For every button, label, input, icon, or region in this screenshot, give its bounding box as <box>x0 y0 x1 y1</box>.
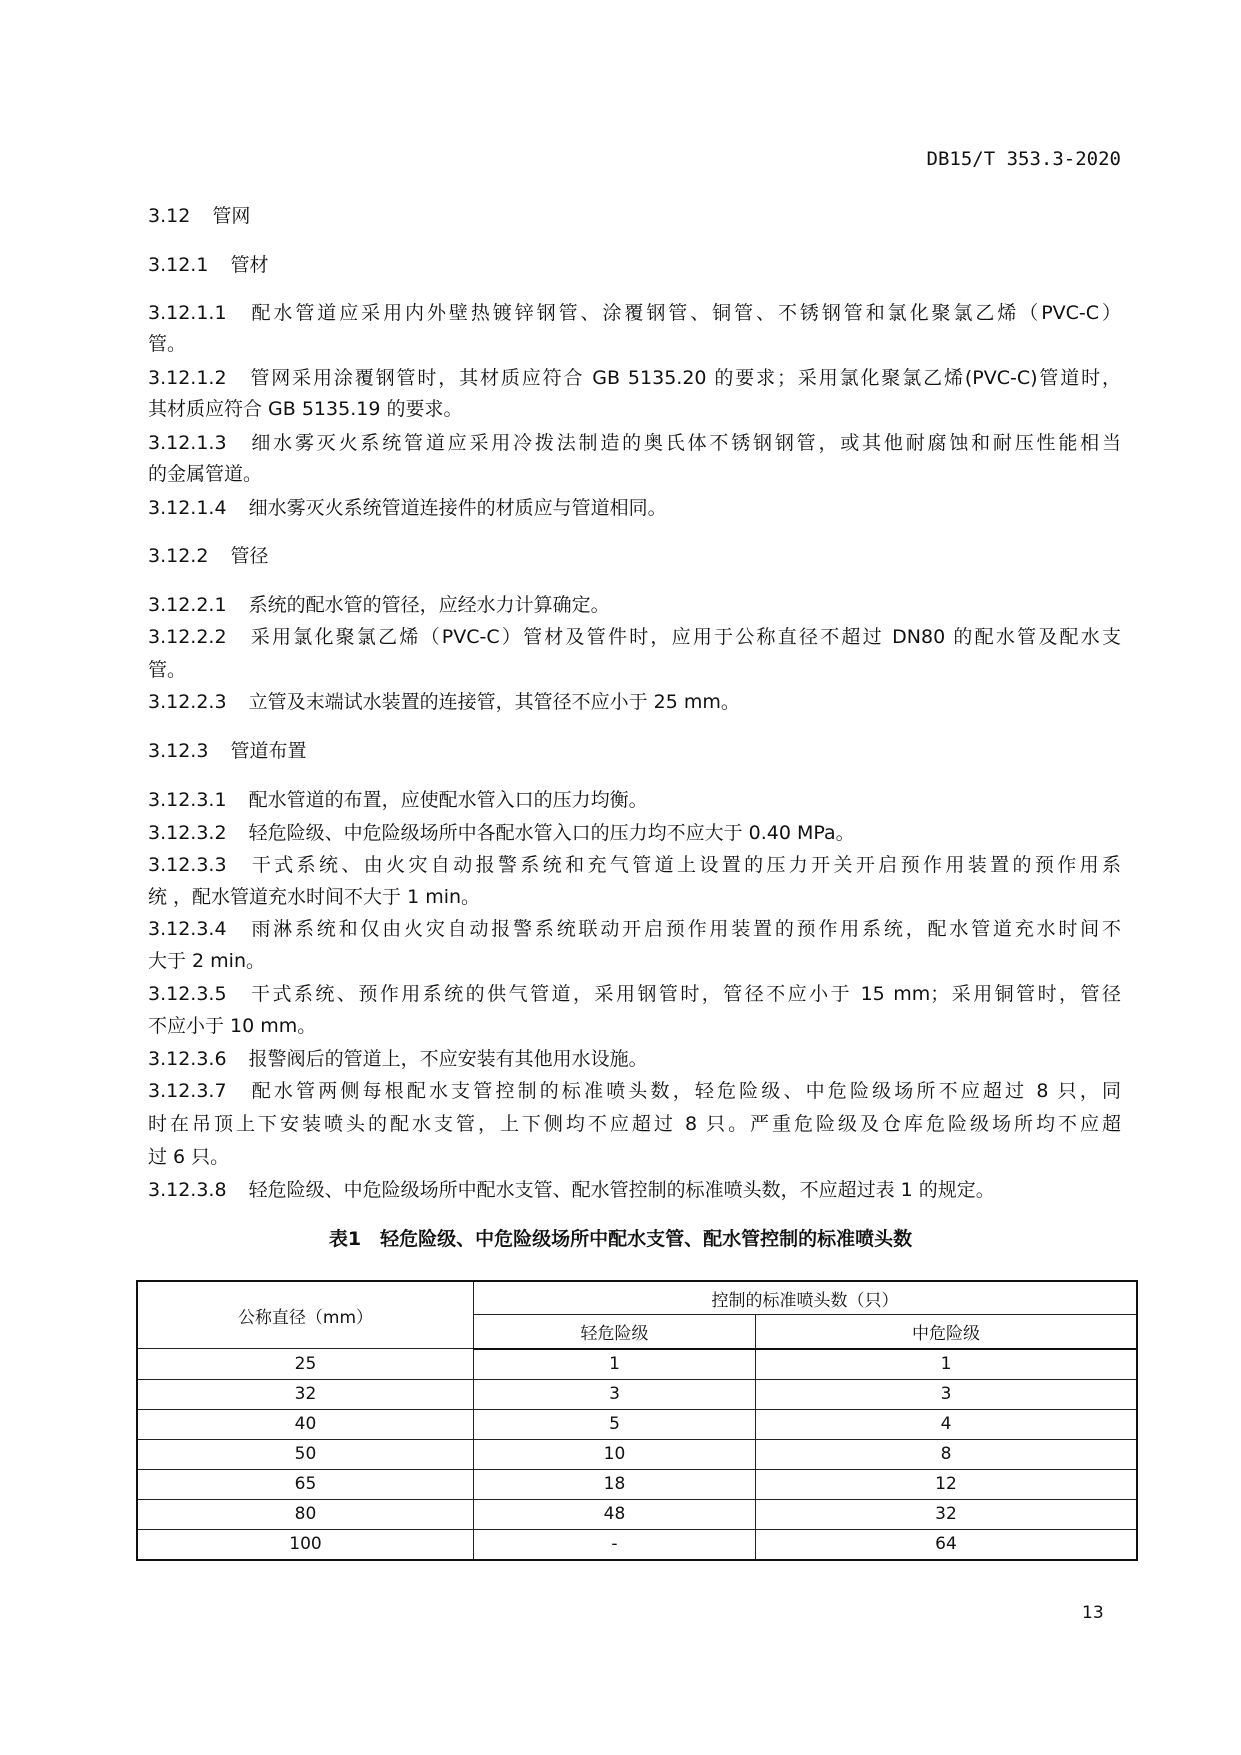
clause-3-12-3-1 <box>148 785 1121 815</box>
table-row <box>137 1499 1137 1529</box>
clause-number: 3.12.3 <box>148 740 209 762</box>
clause-3-12-3-5 <box>148 979 1121 1009</box>
table-cell: 3 <box>756 1379 1138 1409</box>
clause-3-12-3 <box>148 736 1121 766</box>
table-cell: 40 <box>137 1409 474 1439</box>
table-cell: 65 <box>137 1469 474 1499</box>
clause-3-12-1 <box>148 250 1121 280</box>
clause-continuation <box>148 946 1121 976</box>
clause-text: 时在吊顶上下安装喷头的配水支管，上下侧均不应超过 8 只。严重危险级及仓库危险级场所均不应超 <box>148 1113 1121 1135</box>
clause-text: 管道布置 <box>230 740 307 762</box>
clause-text: 不应小于 10 mm。 <box>148 1015 317 1037</box>
clause-3-12-3-2 <box>148 818 1121 848</box>
clause-text: 雨淋系统和仅由火灾自动报警系统联动开启预作用装置的预作用系统，配水管道充水时间不 <box>248 918 1121 940</box>
table-cell: 32 <box>756 1499 1138 1529</box>
table-row <box>137 1349 1137 1380</box>
clause-number: 3.12.3.5 <box>148 983 227 1005</box>
clause-number: 3.12.2 <box>148 545 209 567</box>
table-cell: 48 <box>474 1499 756 1529</box>
table-cell: 80 <box>137 1499 474 1529</box>
clause-number: 3.12.1.3 <box>148 432 227 454</box>
clause-3-12-3-8 <box>148 1175 1121 1205</box>
table-cell: 1 <box>474 1349 756 1380</box>
header-light-hazard: 轻危险级 <box>474 1315 756 1349</box>
header-controlled-sprinklers: 控制的标准喷头数（只） <box>474 1281 1138 1315</box>
header-ordinary-hazard: 中危险级 <box>756 1315 1138 1349</box>
table-cell: 3 <box>474 1379 756 1409</box>
clause-number: 3.12.3.6 <box>148 1048 227 1070</box>
clause-text: 轻危险级、中危险级场所中各配水管入口的压力均不应大于 0.40 MPa。 <box>248 822 855 844</box>
table-cell: 50 <box>137 1439 474 1469</box>
clause-3-12-2-1 <box>148 590 1121 620</box>
clause-text: 管网 <box>212 205 251 227</box>
table-cell: - <box>474 1529 756 1560</box>
clause-number: 3.12.3.7 <box>148 1080 227 1102</box>
clause-number: 3.12.2.3 <box>148 691 227 713</box>
clause-3-12-2-2 <box>148 622 1121 652</box>
clause-text: 配水管道的布置，应使配水管入口的压力均衡。 <box>248 789 648 811</box>
clause-continuation <box>148 655 1121 685</box>
clause-text: 管。 <box>148 659 187 681</box>
table-cell: 12 <box>756 1469 1138 1499</box>
table-cell: 10 <box>474 1439 756 1469</box>
clause-3-12-3-6 <box>148 1044 1121 1074</box>
table-row <box>137 1439 1137 1469</box>
clause-number: 3.12.2.1 <box>148 594 227 616</box>
table-cell: 18 <box>474 1469 756 1499</box>
table-cell: 5 <box>474 1409 756 1439</box>
clause-continuation <box>148 882 1121 912</box>
clause-3-12 <box>148 201 1121 231</box>
table-cell: 8 <box>756 1439 1138 1469</box>
clause-text: 其材质应符合 GB 5135.19 的要求。 <box>148 398 463 420</box>
document-code-header: DB15/T 353.3-2020 <box>926 148 1121 170</box>
clause-text: 配水管道应采用内外壁热镀锌钢管、涂覆钢管、铜管、不锈钢管和氯化聚氯乙烯（PVC-C） <box>248 302 1121 324</box>
clause-number: 3.12.3.2 <box>148 822 227 844</box>
clause-3-12-3-3 <box>148 850 1121 880</box>
clause-text: 管。 <box>148 333 187 355</box>
header-nominal-diameter: 公称直径（mm） <box>137 1281 474 1349</box>
clause-3-12-3-7 <box>148 1076 1121 1106</box>
clause-number: 3.12.1.2 <box>148 367 227 389</box>
clause-text: 过 6 只。 <box>148 1146 230 1168</box>
clause-text: 干式系统、由火灾自动报警系统和充气管道上设置的压力开关开启预作用装置的预作用系 <box>248 854 1121 876</box>
table-cell: 64 <box>756 1529 1138 1560</box>
clause-text: 干式系统、预作用系统的供气管道，采用钢管时，管径不应小于 15 mm；采用铜管时，管径 <box>248 983 1121 1005</box>
clause-number: 3.12.3.8 <box>148 1179 227 1201</box>
clause-continuation <box>148 1109 1121 1139</box>
clause-3-12-1-3 <box>148 428 1121 458</box>
clause-number: 3.12.1 <box>148 254 209 276</box>
clause-number: 3.12.3.1 <box>148 789 227 811</box>
clause-text: 管材 <box>230 254 269 276</box>
clause-number: 3.12 <box>148 205 191 227</box>
clause-text: 细水雾灭火系统管道应采用冷拨法制造的奥氏体不锈钢钢管，或其他耐腐蚀和耐压性能相当 <box>248 432 1121 454</box>
clause-text: 采用氯化聚氯乙烯（PVC-C）管材及管件时，应用于公称直径不超过 DN80 的配水管及配水支 <box>248 626 1121 648</box>
clause-3-12-2-3 <box>148 687 1121 717</box>
page-number: 13 <box>1082 1603 1104 1623</box>
table-cell: 4 <box>756 1409 1138 1439</box>
clause-continuation <box>148 1011 1121 1041</box>
clause-text: 细水雾灭火系统管道连接件的材质应与管道相同。 <box>248 497 667 519</box>
clause-continuation <box>148 329 1121 359</box>
clause-number: 3.12.1.1 <box>148 302 227 324</box>
table-row <box>137 1469 1137 1499</box>
clause-3-12-1-1 <box>148 298 1121 328</box>
clause-continuation <box>148 1142 1121 1172</box>
table-caption: 表1 轻危险级、中危险级场所中配水支管、配水管控制的标准喷头数 <box>328 1228 913 1250</box>
clause-continuation <box>148 459 1121 489</box>
table-cell: 100 <box>137 1529 474 1560</box>
clause-text: 轻危险级、中危险级场所中配水支管、配水管控制的标准喷头数，不应超过表 1 的规定。 <box>248 1179 995 1201</box>
table-cell: 32 <box>137 1379 474 1409</box>
table-row <box>137 1409 1137 1439</box>
clause-text: 管网采用涂覆钢管时，其材质应符合 GB 5135.20 的要求；采用氯化聚氯乙烯(PVC-C)管道时， <box>248 367 1121 389</box>
clause-3-12-1-2 <box>148 363 1121 393</box>
clause-text: 立管及末端试水装置的连接管，其管径不应小于 25 mm。 <box>248 691 740 713</box>
clause-number: 3.12.3.3 <box>148 854 227 876</box>
clause-text: 统 ，配水管道充水时间不大于 1 min。 <box>148 886 481 908</box>
table-cell: 25 <box>137 1349 474 1380</box>
clause-number: 3.12.2.2 <box>148 626 227 648</box>
clause-continuation <box>148 394 1121 424</box>
clause-text: 的金属管道。 <box>148 463 263 485</box>
clause-text: 报警阀后的管道上，不应安装有其他用水设施。 <box>248 1048 648 1070</box>
clause-number: 3.12.1.4 <box>148 497 227 519</box>
clause-text: 配水管两侧每根配水支管控制的标准喷头数，轻危险级、中危险级场所不应超过 8 只，同 <box>248 1080 1121 1102</box>
clause-text: 大于 2 min。 <box>148 950 265 972</box>
clause-3-12-2 <box>148 541 1121 571</box>
sprinkler-count-table <box>136 1280 1138 1561</box>
clause-3-12-1-4 <box>148 493 1121 523</box>
clause-number: 3.12.3.4 <box>148 918 227 940</box>
table-row <box>137 1529 1137 1560</box>
table-cell: 1 <box>756 1349 1138 1380</box>
table-row <box>137 1379 1137 1409</box>
clause-3-12-3-4 <box>148 914 1121 944</box>
clause-text: 系统的配水管的管径，应经水力计算确定。 <box>248 594 610 616</box>
clause-text: 管径 <box>230 545 269 567</box>
